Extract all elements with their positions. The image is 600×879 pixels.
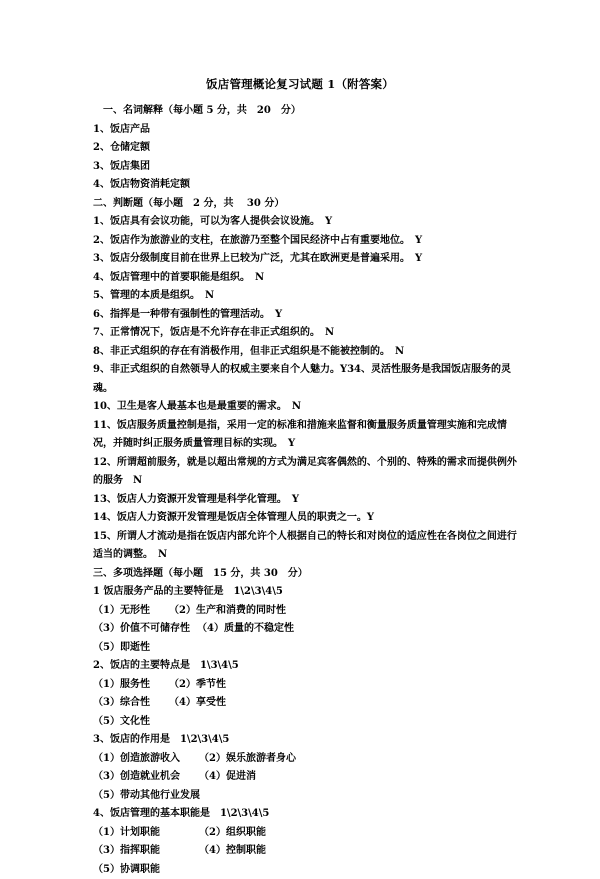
option: （2）组织职能 (199, 824, 266, 843)
list-item: 12、所谓超前服务，就是以超出常规的方式为满足宾客偶然的、个别的、特殊的需求而提供例外的服务 N (93, 454, 523, 491)
list-item: 5、管理的本质是组织。 N (93, 287, 523, 306)
option: （1）无形性 (93, 602, 169, 621)
question-stem: 1 饭店服务产品的主要特征是 1\2\3\4\5 (93, 583, 523, 602)
section-heading: 一、名词解释（每小题 5 分，共 20 分） (93, 102, 523, 121)
question-stem: 4、饭店管理的基本职能是 1\2\3\4\5 (93, 805, 523, 824)
question-stem: 3、饭店的作用是 1\2\3\4\5 (93, 731, 523, 750)
option: （1）服务性 (93, 676, 169, 695)
option-row (93, 768, 523, 787)
option: （4）享受性 (169, 694, 226, 713)
option-row (93, 620, 523, 639)
option-row (93, 676, 523, 695)
option: （2）生产和消费的同时性 (169, 602, 286, 621)
list-item: 14、饭店人力资源开发管理是饭店全体管理人员的职责之一。Y (93, 509, 523, 528)
option: （4）控制职能 (199, 842, 266, 861)
list-item: 10、卫生是客人最基本也是最重要的需求。 N (93, 398, 523, 417)
document-title: 饭店管理概论复习试题 1（附答案） (0, 76, 600, 92)
option: （3）指挥职能 (93, 842, 199, 861)
option: （1）创造旅游收入 (93, 750, 199, 769)
question-stem: 2、饭店的主要特点是 1\3\4\5 (93, 657, 523, 676)
list-item: 3、饭店集团 (93, 158, 523, 177)
list-item: 1、饭店产品 (93, 121, 523, 140)
option: （4）质量的不稳定性 (197, 620, 294, 639)
option: （5）带动其他行业发展 (93, 787, 523, 806)
list-item: 2、仓储定额 (93, 139, 523, 158)
list-item: 1、饭店具有会议功能，可以为客人提供会议设施。 Y (93, 213, 523, 232)
option: （3）创造就业机会 (93, 768, 199, 787)
list-item: 13、饭店人力资源开发管理是科学化管理。 Y (93, 491, 523, 510)
list-item: 7、正常情况下，饭店是不允许存在非正式组织的。 N (93, 324, 523, 343)
section-heading: 三、多项选择题（每小题 15 分，共 30 分） (93, 565, 523, 584)
list-item: 9、非正式组织的自然领导人的权威主要来自个人魅力。Y34、灵活性服务是我国饭店服务的灵魂。 (93, 361, 523, 398)
list-item: 2、饭店作为旅游业的支柱，在旅游乃至整个国民经济中占有重要地位。 Y (93, 232, 523, 251)
list-item: 8、非正式组织的存在有消极作用，但非正式组织是不能被控制的。 N (93, 343, 523, 362)
option: （5）即逝性 (93, 639, 523, 658)
option: （3）价值不可储存性 (93, 620, 197, 639)
list-item: 3、饭店分级制度目前在世界上已较为广泛，尤其在欧洲更是普遍采用。 Y (93, 250, 523, 269)
option-row (93, 750, 523, 769)
list-item: 15、所谓人才流动是指在饭店内部允许个人根据自己的特长和对岗位的适应性在各岗位之间进行适当的调整。 N (93, 528, 523, 565)
option-row (93, 602, 523, 621)
option: （5）协调职能 (93, 861, 523, 879)
document-body (93, 102, 523, 879)
option: （4）促进消 (199, 768, 256, 787)
list-item: 6、指挥是一种带有强制性的管理活动。 Y (93, 306, 523, 325)
option: （3）综合性 (93, 694, 169, 713)
option: （2）娱乐旅游者身心 (199, 750, 296, 769)
option-row (93, 694, 523, 713)
list-item: 4、饭店物资消耗定额 (93, 176, 523, 195)
option-row (93, 842, 523, 861)
option: （5）文化性 (93, 713, 523, 732)
option: （1）计划职能 (93, 824, 199, 843)
list-item: 11、饭店服务质量控制是指，采用一定的标准和措施来监督和衡量服务质量管理实施和完成情况，并随时纠正服务质量管理目标的实现。 Y (93, 417, 523, 454)
section-heading: 二、判断题（每小题 2 分，共 30 分） (93, 195, 523, 214)
option-row (93, 824, 523, 843)
option: （2）季节性 (169, 676, 226, 695)
list-item: 4、饭店管理中的首要职能是组织。 N (93, 269, 523, 288)
